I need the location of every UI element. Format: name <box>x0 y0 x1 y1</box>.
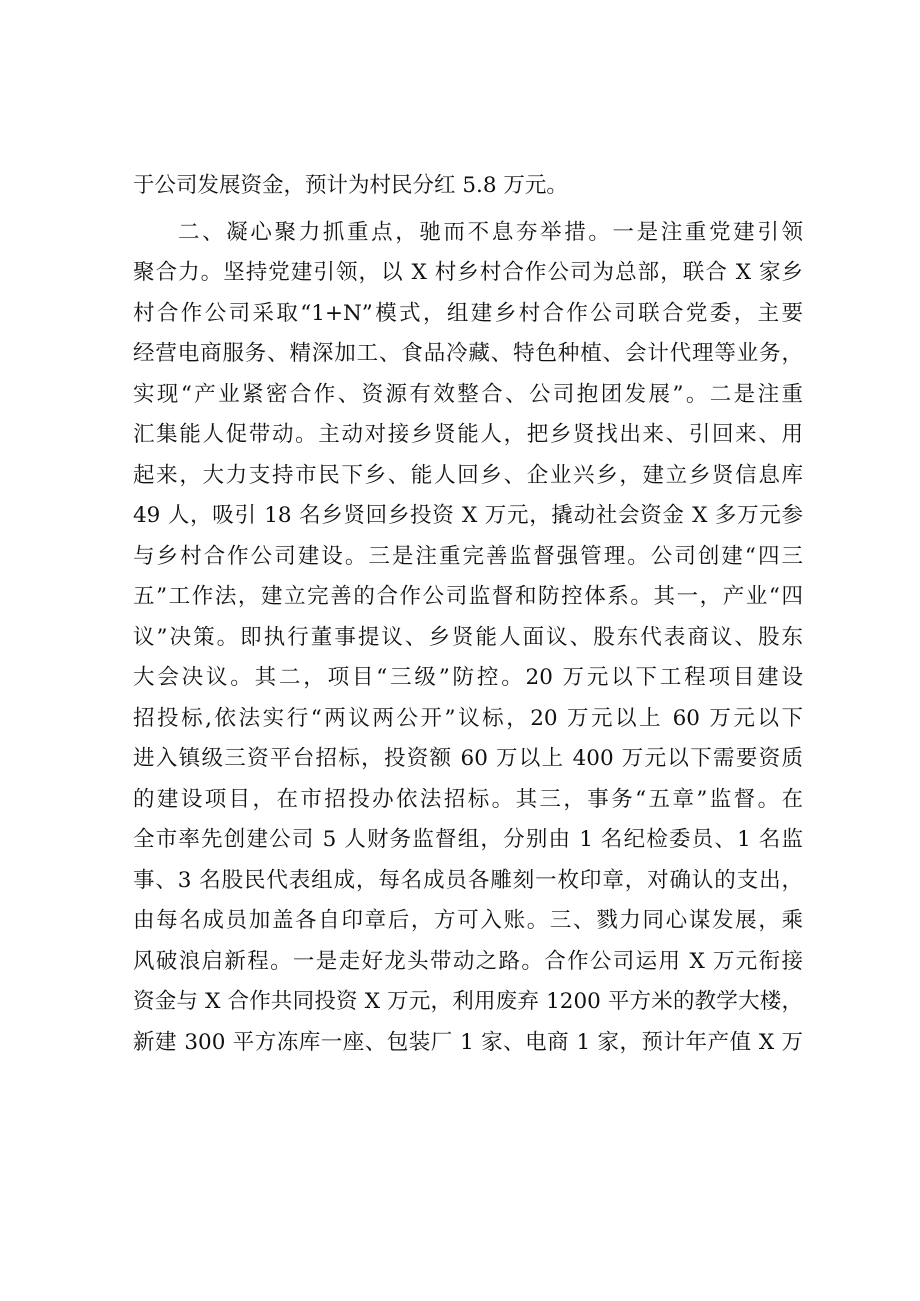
paragraph-line: 议”决策。即执行董事提议、乡贤能人面议、股东代表商议、股东 <box>133 624 803 650</box>
paragraph-line: 起来，大力支持市民下乡、能人回乡、企业兴乡，建立乡贤信息库 <box>133 462 803 488</box>
paragraph-line: 经营电商服务、精深加工、食品冷藏、特色种植、会计代理等业务， <box>133 341 803 366</box>
paragraph-line: 新建 300 平方冻库一座、包装厂 1 家、电商 1 家，预计年产值 X 万 <box>133 1029 803 1055</box>
paragraph-line: 二、凝心聚力抓重点，驰而不息夯举措。一是注重党建引领 <box>178 219 803 245</box>
paragraph-line: 由每名成员加盖各自印章后，方可入账。三、戮力同心谋发展，乘 <box>133 908 803 933</box>
paragraph-line: 进入镇级三资平台招标，投资额 60 万以上 400 万元以下需要资质 <box>133 746 803 771</box>
paragraph-line: 大会决议。其二，项目“三级”防控。20 万元以下工程项目建设 <box>133 665 803 690</box>
paragraph-line: 风破浪启新程。一是走好龙头带动之路。合作公司运用 X 万元衔接 <box>133 948 803 974</box>
paragraph-line: 招投标,依法实行“两议两公开”议标，20 万元以上 60 万元以下 <box>133 705 803 731</box>
paragraph-line: 聚合力。坚持党建引领，以 X 村乡村合作公司为总部，联合 X 家乡 <box>133 260 803 285</box>
paragraph-line: 村合作公司采取“1+N”模式，组建乡村合作公司联合党委，主要 <box>133 300 803 326</box>
body-text <box>133 166 803 1063</box>
paragraph-line: 全市率先创建公司 5 人财务监督组，分别由 1 名纪检委员、1 名监 <box>133 827 803 852</box>
paragraph-line: 五”工作法，建立完善的合作公司监督和防控体系。其一，产业“四 <box>133 584 803 609</box>
paragraph-line: 的建设项目，在市招投办依法招标。其三，事务“五章”监督。在 <box>133 786 803 812</box>
paragraph-line: 与乡村合作公司建设。三是注重完善监督强管理。公司创建“四三 <box>133 543 803 569</box>
paragraph-line: 事、3 名股民代表组成，每名成员各雕刻一枚印章，对确认的支出， <box>133 867 803 893</box>
paragraph-line: 49 人，吸引 18 名乡贤回乡投资 X 万元，撬动社会资金 X 多万元参 <box>133 503 803 528</box>
paragraph-line: 资金与 X 合作共同投资 X 万元，利用废弃 1200 平方米的教学大楼， <box>133 989 803 1014</box>
paragraph-line: 于公司发展资金，预计为村民分红 5.8 万元。 <box>133 173 568 198</box>
paragraph-line: 实现“产业紧密合作、资源有效整合、公司抱团发展”。二是注重 <box>133 381 803 407</box>
paragraph-line: 汇集能人促带动。主动对接乡贤能人，把乡贤找出来、引回来、用 <box>133 422 803 447</box>
